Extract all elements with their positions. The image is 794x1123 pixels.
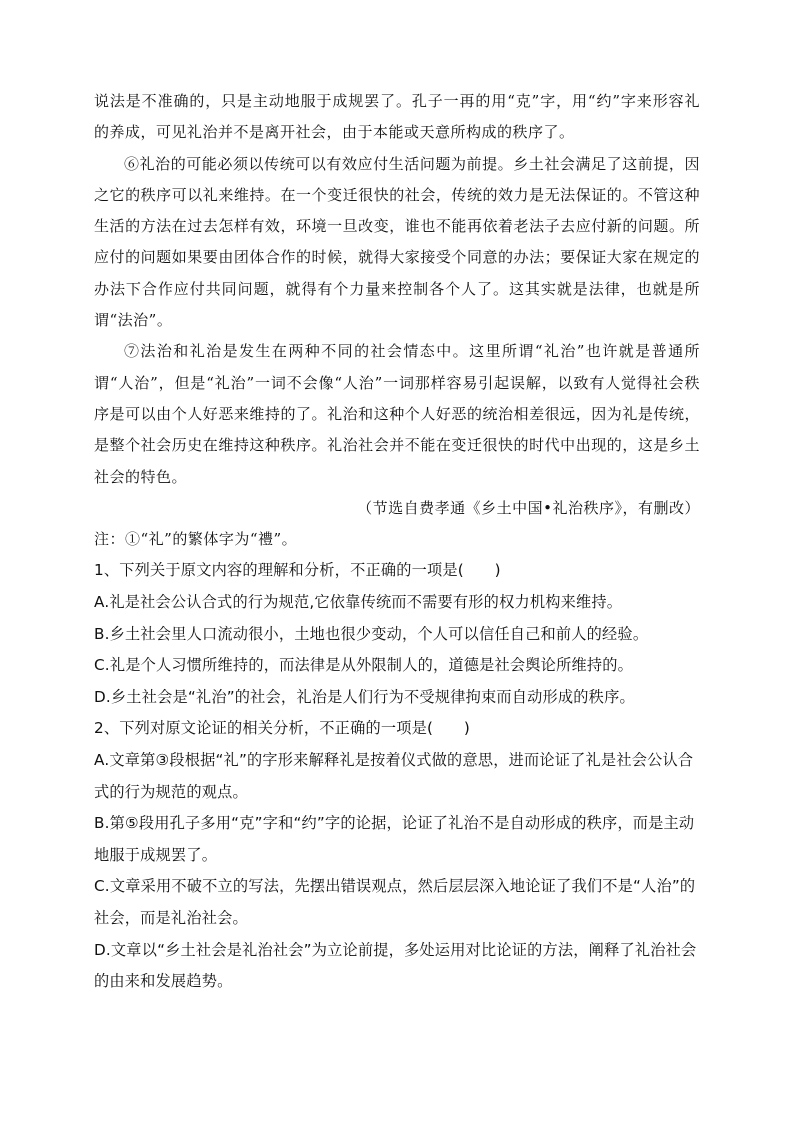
- option-a: A.礼是社会公认合式的行为规范,它依靠传统而不需要有形的权力机构来维持。: [94, 593, 623, 612]
- option-b: B.乡土社会里人口流动很小，土地也很少变动，个人可以信任自己和前人的经验。: [94, 624, 649, 643]
- question-1: [94, 555, 700, 713]
- option-d: D.乡土社会是“礼治”的社会，礼治是人们行为不受规律拘束而自动形成的秩序。: [94, 687, 635, 706]
- passage-continuation: 说法是不准确的，只是主动地服于成规罢了。孔子一再的用“克”字，用“约”字来形容礼的养成，可见礼治并不是离开社会，由于本能或天意所构成的秩序了。: [94, 92, 700, 142]
- passage-note: 注：①“礼”的繁体字为“禮”。: [94, 530, 298, 549]
- option-c: C.礼是个人习惯所维持的，而法律是从外限制人的，道德是社会舆论所维持的。: [94, 656, 634, 675]
- passage-paragraph-6: ⑥礼治的可能必须以传统可以有效应付生活问题为前提。乡土社会满足了这前提，因之它的秩序可以礼来维持。在一个变迁很快的社会，传统的效力是无法保证的。不管这种生活的方法在过去怎样有效，环境一旦改变，谁也不能再依着老法子去应付新的问题。所应付的问题如果要由团体合作的时候，就得大家接受个同意的办法；要保证大家在规定的办法下合作应付共同问题，就得有个力量来控制各个人了。这其实就是法律，也就是所谓“法治”。: [94, 154, 700, 330]
- passage-source: （节选自费孝通《乡土中国•礼治秩序》，有删改）: [357, 498, 700, 517]
- option-c: C.文章采用不破不立的写法，先摆出错误观点，然后层层深入地论证了我们不是“人治”的社会，而是礼治社会。: [94, 877, 696, 927]
- question-list: [94, 555, 700, 997]
- option-a: A.文章第③段根据“礼”的字形来解释礼是按着仪式做的意思，进而论证了礼是社会公认合式的行为规范的观点。: [94, 751, 694, 801]
- reading-passage: [94, 86, 700, 555]
- question-2: [94, 713, 700, 997]
- document-content: [94, 86, 700, 998]
- question-stem: 2、下列对原文论证的相关分析，不正确的一项是( ): [94, 719, 471, 738]
- option-d: D.文章以“乡土社会是礼治社会”为立论前提，多处运用对比论证的方法，阐释了礼治社会的由来和发展趋势。: [94, 940, 697, 991]
- option-b: B.第⑤段用孔子多用“克”字和“约”字的论据，论证了礼治不是自动形成的秩序，而是主动地服于成规罢了。: [94, 814, 695, 864]
- passage-paragraph-7: ⑦法治和礼治是发生在两种不同的社会情态中。这里所谓“礼治”也许就是普通所谓“人治”，但是“礼治”一词不会像“人治”一词那样容易引起误解，以致有人觉得社会秩序是可以由个人好恶来维持的了。礼治和这种个人好恶的统治相差很远，因为礼是传统，是整个社会历史在维持这种秩序。礼治社会并不能在变迁很快的时代中出现的，这是乡土社会的特色。: [94, 342, 700, 486]
- question-stem: 1、下列关于原文内容的理解和分析，不正确的一项是( ): [94, 561, 501, 580]
